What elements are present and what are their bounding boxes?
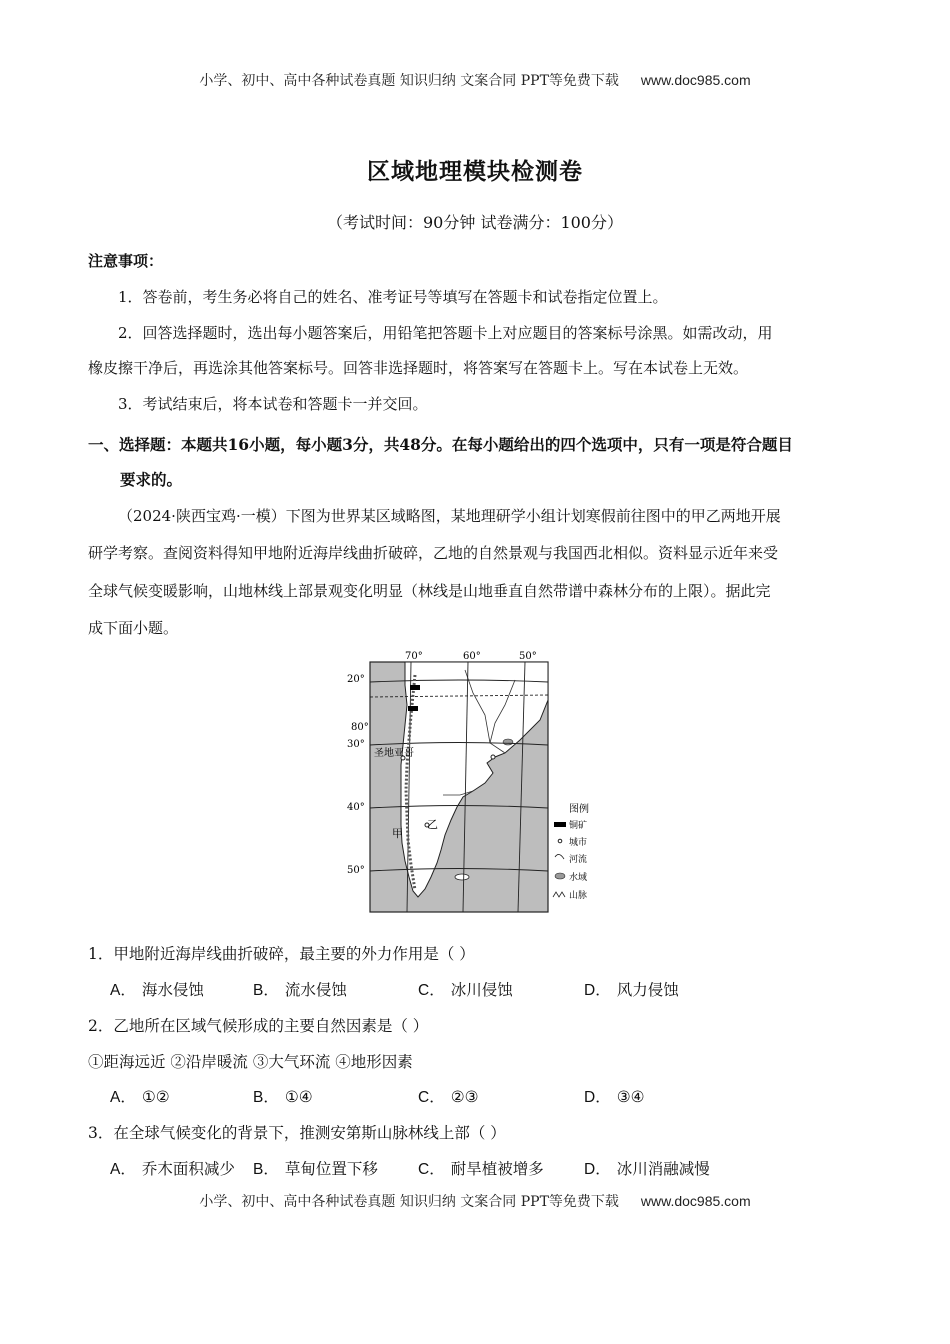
q1-option-d[interactable]: D． 风力侵蚀	[584, 981, 679, 999]
legend-city: 城市	[569, 838, 588, 848]
legend-river-icon	[555, 854, 564, 859]
copper-mine-icon	[410, 685, 420, 690]
map-island	[455, 874, 469, 880]
section-heading-cont: 要求的。	[120, 470, 183, 489]
lat-label-80: 80°	[351, 722, 369, 733]
legend-copper: 铜矿	[569, 821, 588, 831]
q2-option-d[interactable]: D． ③④	[584, 1088, 645, 1106]
q1-option-a[interactable]: A． 海水侵蚀	[110, 981, 204, 999]
notes-heading: 注意事项：	[88, 252, 164, 270]
q2-option-c[interactable]: C． ②③	[418, 1088, 479, 1106]
page-footer	[0, 1191, 950, 1211]
note-item-1: 1．答卷前，考生务必将自己的姓名、准考证号等填写在答题卡和试卷指定位置上。	[118, 288, 668, 306]
q3-option-a[interactable]: A． 乔木面积减少	[110, 1160, 235, 1178]
header-text: 小学、初中、高中各种试卷真题 知识归纳 文案合同 PPT等免费下载	[199, 73, 619, 89]
legend-mountain: 山脉	[569, 891, 588, 901]
q3-option-b[interactable]: B． 草甸位置下移	[253, 1160, 378, 1178]
legend-title: 图例	[569, 804, 589, 815]
place-jia-label: 甲	[392, 827, 403, 840]
legend-water-icon	[555, 873, 565, 879]
q2-option-b[interactable]: B． ①④	[253, 1088, 313, 1106]
map-lake	[503, 739, 513, 745]
q1-option-c[interactable]: C． 冰川侵蚀	[418, 981, 513, 999]
exam-info: （考试时间：90分钟 试卷满分：100分）	[327, 213, 623, 232]
question-2-factors: ①距海远近 ②沿岸暖流 ③大气环流 ④地形因素	[88, 1053, 413, 1071]
legend-copper-icon	[554, 822, 566, 827]
passage-line-2: 研学考察。查阅资料得知甲地附近海岸线曲折破碎，乙地的自然景观与我国西北相似。资料显示近年来受	[88, 544, 779, 562]
q3-option-c[interactable]: C． 耐旱植被增多	[418, 1160, 544, 1178]
footer-text: 小学、初中、高中各种试卷真题 知识归纳 文案合同 PPT等免费下载	[199, 1194, 619, 1210]
lon-label-50: 50°	[519, 651, 537, 662]
page-header	[0, 70, 950, 90]
footer-site-link[interactable]: www.doc985.com	[640, 1193, 751, 1209]
lat-label-40: 40°	[347, 802, 365, 813]
lon-label-70: 70°	[405, 651, 423, 662]
question-2-stem: 2．乙地所在区域气候形成的主要自然因素是（ ）	[88, 1017, 429, 1035]
city-santiago-label: 圣地亚哥	[374, 748, 414, 759]
question-3-stem: 3．在全球气候变化的背景下，推测安第斯山脉林线上部（ ）	[88, 1124, 506, 1142]
note-item-2-cont: 橡皮擦干净后，再选涂其他答案标号。回答非选择题时，将答案写在答题卡上。写在本试卷上无效。	[88, 359, 749, 377]
passage-line-4: 成下面小题。	[88, 619, 179, 637]
place-yi-label: 乙	[427, 818, 438, 831]
lat-label-50: 50°	[347, 865, 365, 876]
q1-option-b[interactable]: B． 流水侵蚀	[253, 981, 347, 999]
page-title: 区域地理模块检测卷	[367, 158, 583, 185]
legend-city-icon	[558, 839, 562, 843]
question-1-stem: 1．甲地附近海岸线曲折破碎，最主要的外力作用是（ ）	[88, 945, 475, 963]
note-item-3: 3．考试结束后，将本试卷和答题卡一并交回。	[118, 395, 428, 413]
q2-option-a[interactable]: A． ①②	[110, 1088, 170, 1106]
passage-line-3: 全球气候变暖影响，山地林线上部景观变化明显（林线是山地垂直自然带谱中森林分布的上限）。据此完	[88, 582, 771, 600]
legend-water: 水域	[569, 873, 588, 883]
lat-label-30: 30°	[347, 739, 365, 750]
section-heading: 一、选择题：本题共16小题，每小题3分，共48分。在每小题给出的四个选项中，只有一项是符合题目	[88, 435, 793, 454]
city-icon	[491, 755, 495, 759]
lon-label-60: 60°	[463, 651, 481, 662]
q3-option-d[interactable]: D． 冰川消融减慢	[584, 1160, 710, 1178]
copper-mine-icon	[408, 706, 418, 711]
passage-line-1: （2024·陕西宝鸡·一模）下图为世界某区域略图，某地理研学小组计划寒假前往图中的甲乙两地开展	[118, 507, 781, 525]
lat-label-20: 20°	[347, 674, 365, 685]
note-item-2: 2．回答选择题时，选出每小题答案后，用铅笔把答题卡上对应题目的答案标号涂黑。如需改动，用	[118, 324, 773, 342]
legend-mountain-icon	[553, 892, 565, 897]
header-site-link[interactable]: www.doc985.com	[640, 72, 751, 88]
region-map	[345, 645, 605, 915]
legend-river: 河流	[569, 855, 588, 865]
